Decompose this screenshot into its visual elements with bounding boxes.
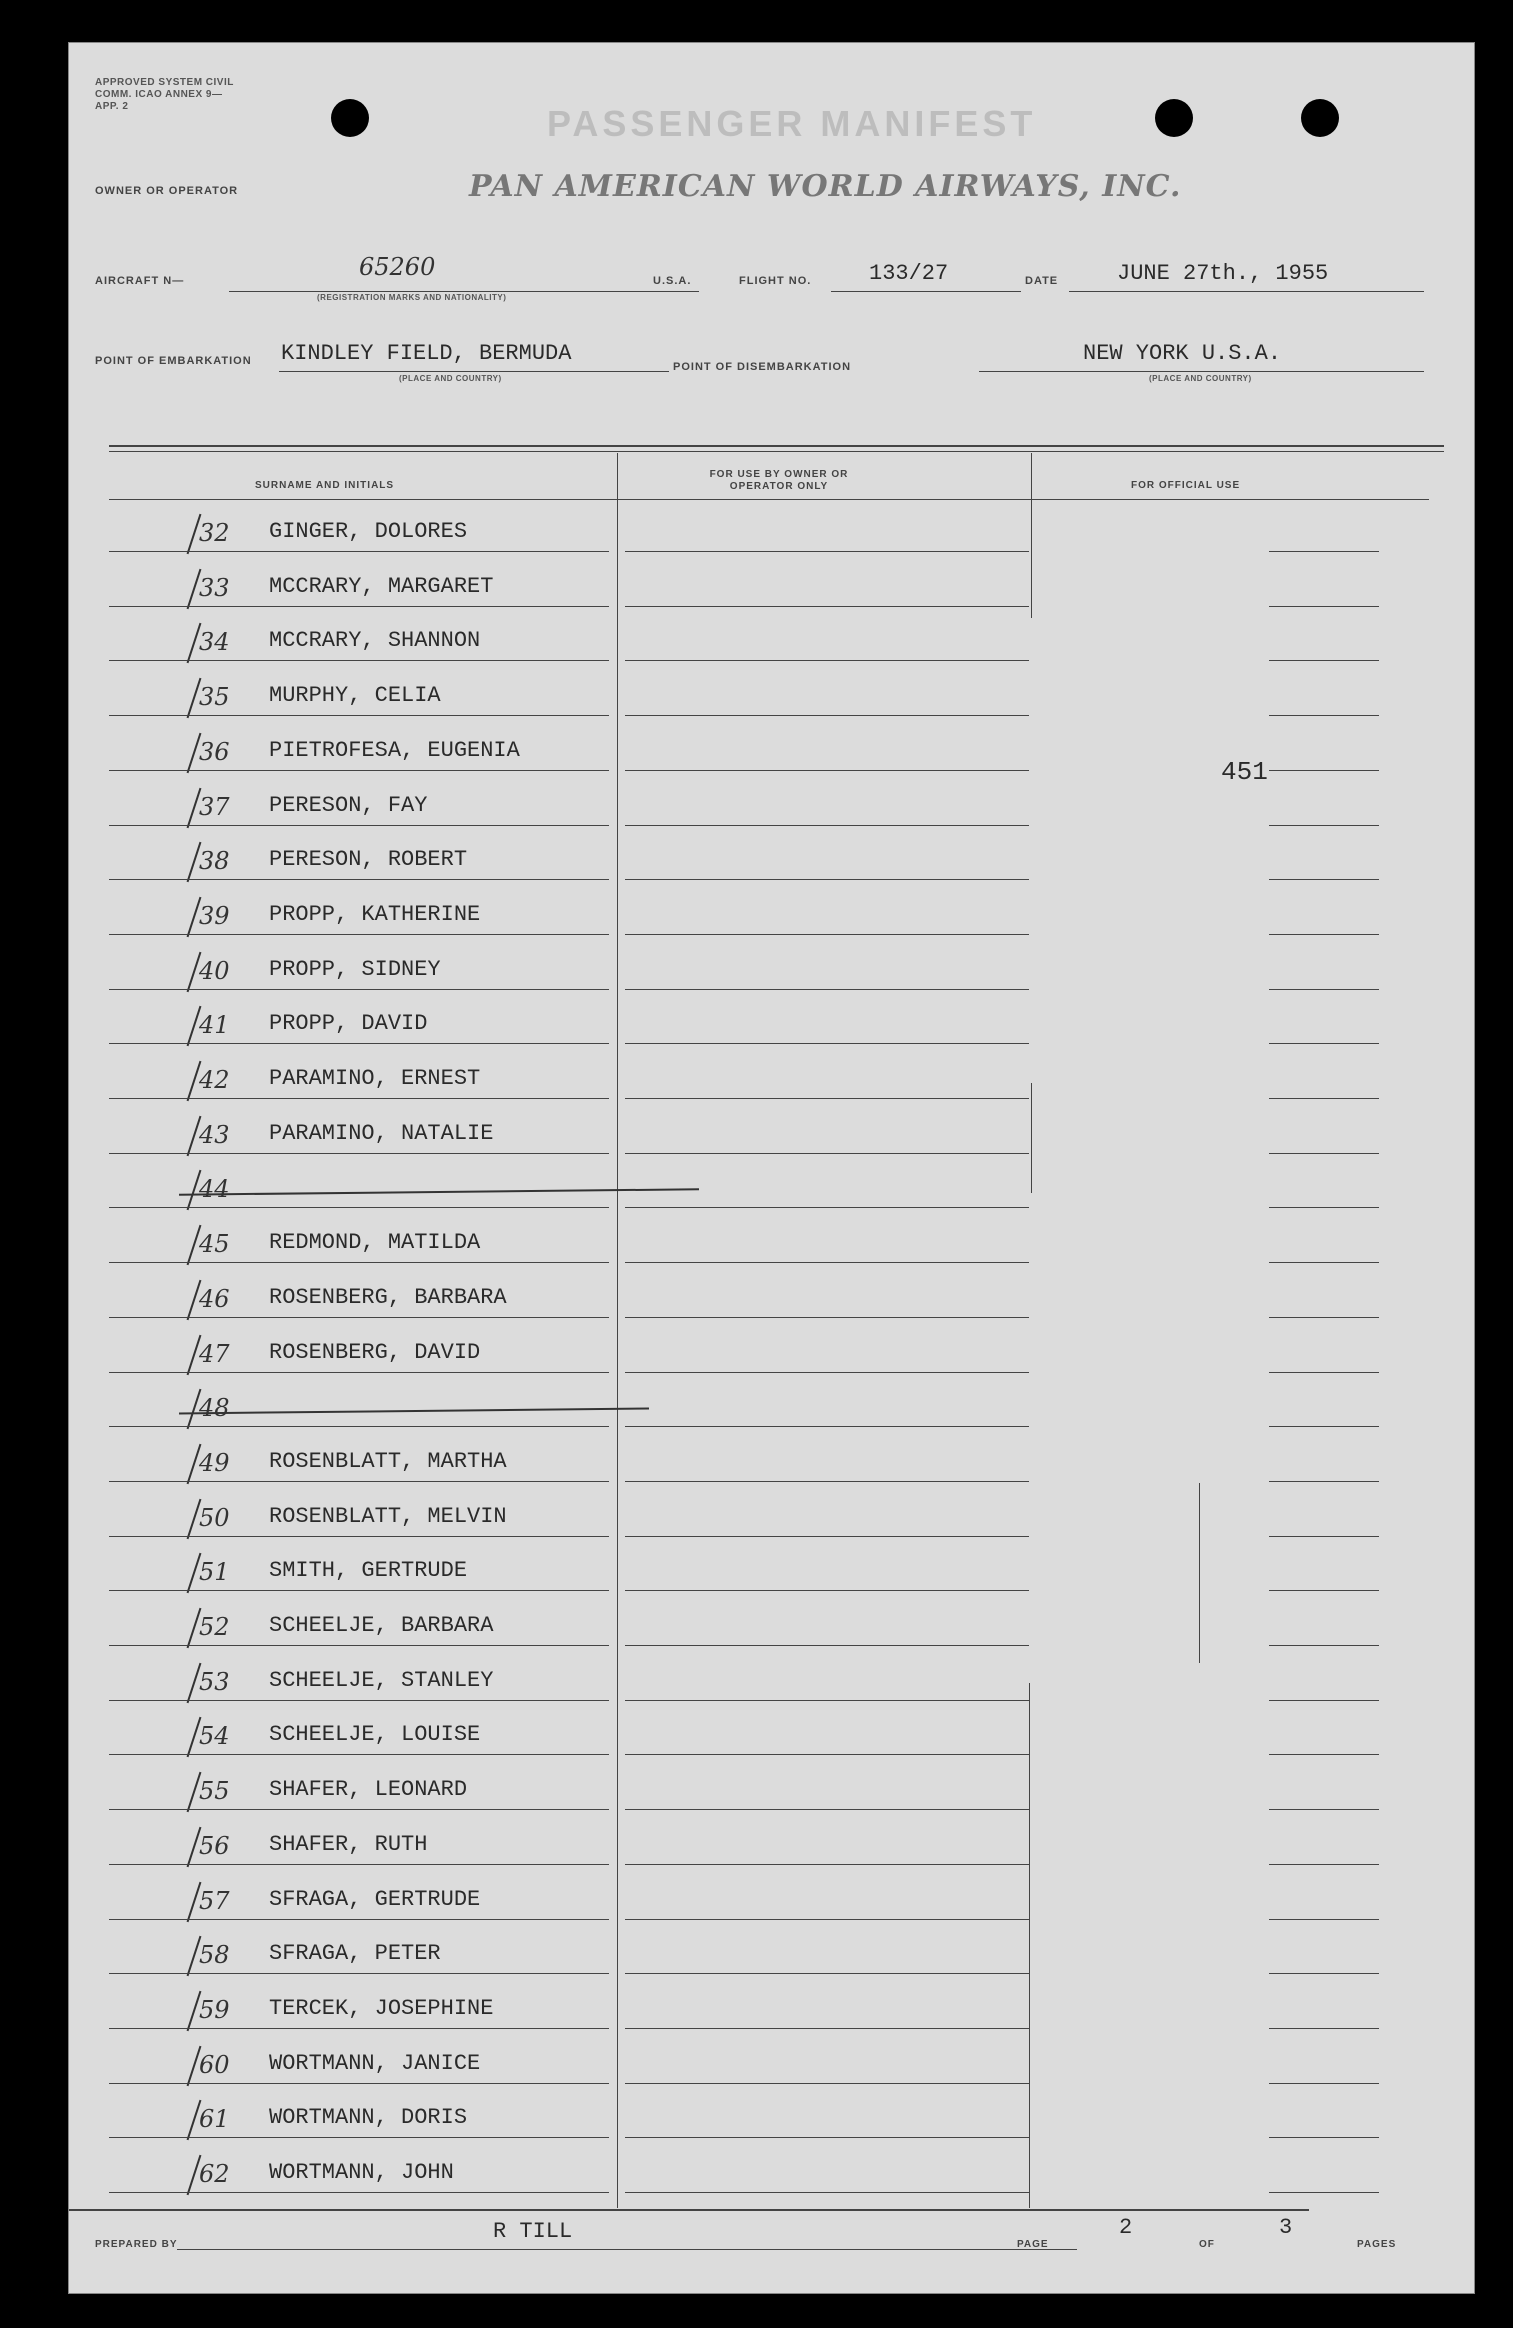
passenger-number: 40 bbox=[199, 957, 230, 985]
passenger-number: 38 bbox=[199, 847, 230, 875]
aircraft-value: 65260 bbox=[359, 253, 436, 281]
passenger-row bbox=[109, 1996, 1429, 2026]
prepared-value: R TILL bbox=[493, 2219, 573, 2244]
passenger-number: 36 bbox=[199, 738, 230, 766]
passenger-name: WORTMANN, JOHN bbox=[269, 2160, 454, 2185]
embark-sublabel: (PLACE AND COUNTRY) bbox=[399, 374, 502, 383]
manifest-sheet bbox=[68, 42, 1475, 2294]
owner-label: OWNER OR OPERATOR bbox=[95, 185, 239, 197]
disembark-sublabel: (PLACE AND COUNTRY) bbox=[1149, 374, 1252, 383]
passenger-name: REDMOND, MATILDA bbox=[269, 1230, 481, 1255]
passenger-number: 43 bbox=[199, 1121, 230, 1149]
embark-label: POINT OF EMBARKATION bbox=[95, 355, 252, 367]
passenger-row bbox=[109, 1066, 1429, 1096]
passenger-row bbox=[109, 574, 1429, 604]
passenger-row bbox=[109, 957, 1429, 987]
passenger-name: TERCEK, JOSEPHINE bbox=[269, 1996, 494, 2021]
official-note: 451 bbox=[1221, 757, 1268, 787]
passenger-row bbox=[109, 2105, 1429, 2135]
passenger-number: 59 bbox=[199, 1996, 230, 2024]
passenger-row bbox=[109, 1504, 1429, 1534]
passenger-name: SHAFER, RUTH bbox=[269, 1832, 428, 1857]
passenger-row bbox=[109, 847, 1429, 877]
passenger-number: 52 bbox=[199, 1613, 230, 1641]
passenger-row bbox=[109, 1941, 1429, 1971]
punch-hole bbox=[1301, 99, 1339, 137]
passenger-number: 49 bbox=[199, 1449, 230, 1477]
pages-label: PAGES bbox=[1357, 2239, 1397, 2250]
passenger-number: 47 bbox=[199, 1340, 230, 1368]
passenger-name: ROSENBLATT, MELVIN bbox=[269, 1504, 507, 1529]
passenger-name: PERESON, ROBERT bbox=[269, 847, 468, 872]
passenger-row bbox=[109, 1285, 1429, 1315]
passenger-name: WORTMANN, DORIS bbox=[269, 2105, 468, 2130]
usa-label: U.S.A. bbox=[653, 275, 692, 287]
strike-through-line bbox=[179, 1188, 699, 1195]
passenger-row bbox=[109, 1340, 1429, 1370]
aircraft-sublabel: (REGISTRATION MARKS AND NATIONALITY) bbox=[317, 293, 507, 302]
passenger-number: 60 bbox=[199, 2051, 230, 2079]
passenger-number: 55 bbox=[199, 1777, 230, 1805]
passenger-number: 33 bbox=[199, 574, 230, 602]
passenger-name: PROPP, SIDNEY bbox=[269, 957, 441, 982]
disembark-value: NEW YORK U.S.A. bbox=[1083, 341, 1282, 366]
passenger-name: SMITH, GERTRUDE bbox=[269, 1558, 468, 1583]
passenger-row bbox=[109, 1449, 1429, 1479]
passenger-number: 32 bbox=[199, 519, 230, 547]
passenger-name: PROPP, DAVID bbox=[269, 1011, 428, 1036]
passenger-number: 62 bbox=[199, 2160, 230, 2188]
passenger-row bbox=[109, 902, 1429, 932]
passenger-number: 37 bbox=[199, 793, 230, 821]
passenger-name: PERESON, FAY bbox=[269, 793, 428, 818]
passenger-number: 51 bbox=[199, 1558, 230, 1586]
strike-through-line bbox=[179, 1408, 649, 1415]
col-surname-header: SURNAME AND INITIALS bbox=[255, 480, 395, 491]
passenger-row bbox=[109, 1558, 1429, 1588]
disembark-label: POINT OF DISEMBARKATION bbox=[673, 361, 852, 373]
passenger-row bbox=[109, 793, 1429, 823]
col-owner-header: FOR USE BY OWNER OR OPERATOR ONLY bbox=[709, 469, 849, 492]
passenger-row bbox=[109, 1777, 1429, 1807]
page-label: PAGE bbox=[1017, 2239, 1049, 2250]
passenger-number: 57 bbox=[199, 1887, 230, 1915]
passenger-name: PARAMINO, ERNEST bbox=[269, 1066, 481, 1091]
passenger-name: PARAMINO, NATALIE bbox=[269, 1121, 494, 1146]
col-official-header: FOR OFFICIAL USE bbox=[1131, 480, 1241, 491]
punch-hole bbox=[1155, 99, 1193, 137]
passenger-name: PROPP, KATHERINE bbox=[269, 902, 481, 927]
passenger-name: SCHEELJE, STANLEY bbox=[269, 1668, 494, 1693]
passenger-row bbox=[109, 1230, 1429, 1260]
passenger-name: MCCRARY, SHANNON bbox=[269, 628, 481, 653]
passenger-number: 61 bbox=[199, 2105, 230, 2133]
passenger-number: 35 bbox=[199, 683, 230, 711]
passenger-row bbox=[109, 1832, 1429, 1862]
passenger-number: 56 bbox=[199, 1832, 230, 1860]
passenger-name: ROSENBLATT, MARTHA bbox=[269, 1449, 507, 1474]
passenger-name: ROSENBERG, BARBARA bbox=[269, 1285, 507, 1310]
passenger-row bbox=[109, 1175, 1429, 1205]
aircraft-label: AIRCRAFT N— bbox=[95, 275, 185, 287]
passenger-number: 50 bbox=[199, 1504, 230, 1532]
passenger-number: 42 bbox=[199, 1066, 230, 1094]
passenger-row bbox=[109, 1613, 1429, 1643]
of-value: 3 bbox=[1279, 2215, 1293, 2240]
date-label: DATE bbox=[1025, 275, 1059, 287]
passenger-row bbox=[109, 628, 1429, 658]
passenger-row bbox=[109, 1668, 1429, 1698]
flight-value: 133/27 bbox=[869, 261, 949, 286]
manifest-title: PASSENGER MANIFEST bbox=[547, 103, 1037, 144]
passenger-number: 54 bbox=[199, 1722, 230, 1750]
passenger-number: 34 bbox=[199, 628, 230, 656]
owner-value: PAN AMERICAN WORLD AIRWAYS, INC. bbox=[469, 169, 1182, 204]
passenger-row bbox=[109, 683, 1429, 713]
passenger-name: GINGER, DOLORES bbox=[269, 519, 468, 544]
passenger-name: PIETROFESA, EUGENIA bbox=[269, 738, 520, 763]
passenger-name: SCHEELJE, LOUISE bbox=[269, 1722, 481, 1747]
passenger-name: SFRAGA, PETER bbox=[269, 1941, 441, 1966]
passenger-name: SHAFER, LEONARD bbox=[269, 1777, 468, 1802]
passenger-row bbox=[109, 1011, 1429, 1041]
passenger-row bbox=[109, 2051, 1429, 2081]
page-value: 2 bbox=[1119, 2215, 1133, 2240]
passenger-row bbox=[109, 1887, 1429, 1917]
passenger-number: 41 bbox=[199, 1011, 230, 1039]
passenger-name: WORTMANN, JANICE bbox=[269, 2051, 481, 2076]
passenger-row bbox=[109, 2160, 1429, 2190]
passenger-number: 45 bbox=[199, 1230, 230, 1258]
passenger-name: ROSENBERG, DAVID bbox=[269, 1340, 481, 1365]
of-label: OF bbox=[1199, 2239, 1215, 2250]
passenger-row bbox=[109, 1121, 1429, 1151]
date-value: JUNE 27th., 1955 bbox=[1117, 261, 1329, 286]
approval-note: APPROVED SYSTEM CIVIL COMM. ICAO ANNEX 9—APP. 2 bbox=[95, 77, 234, 112]
passenger-number: 46 bbox=[199, 1285, 230, 1313]
passenger-number: 53 bbox=[199, 1668, 230, 1696]
flight-label: FLIGHT NO. bbox=[739, 275, 812, 287]
passenger-number: 39 bbox=[199, 902, 230, 930]
passenger-name: SCHEELJE, BARBARA bbox=[269, 1613, 494, 1638]
passenger-number: 58 bbox=[199, 1941, 230, 1969]
passenger-name: MURPHY, CELIA bbox=[269, 683, 441, 708]
passenger-row bbox=[109, 1722, 1429, 1752]
prepared-label: PREPARED BY bbox=[95, 2239, 178, 2250]
passenger-row bbox=[109, 519, 1429, 549]
passenger-name: MCCRARY, MARGARET bbox=[269, 574, 494, 599]
passenger-number: 44 bbox=[199, 1175, 230, 1203]
embark-value: KINDLEY FIELD, BERMUDA bbox=[281, 341, 572, 366]
passenger-row bbox=[109, 1394, 1429, 1424]
passenger-name: SFRAGA, GERTRUDE bbox=[269, 1887, 481, 1912]
punch-hole bbox=[331, 99, 369, 137]
passenger-number: 48 bbox=[199, 1394, 230, 1422]
